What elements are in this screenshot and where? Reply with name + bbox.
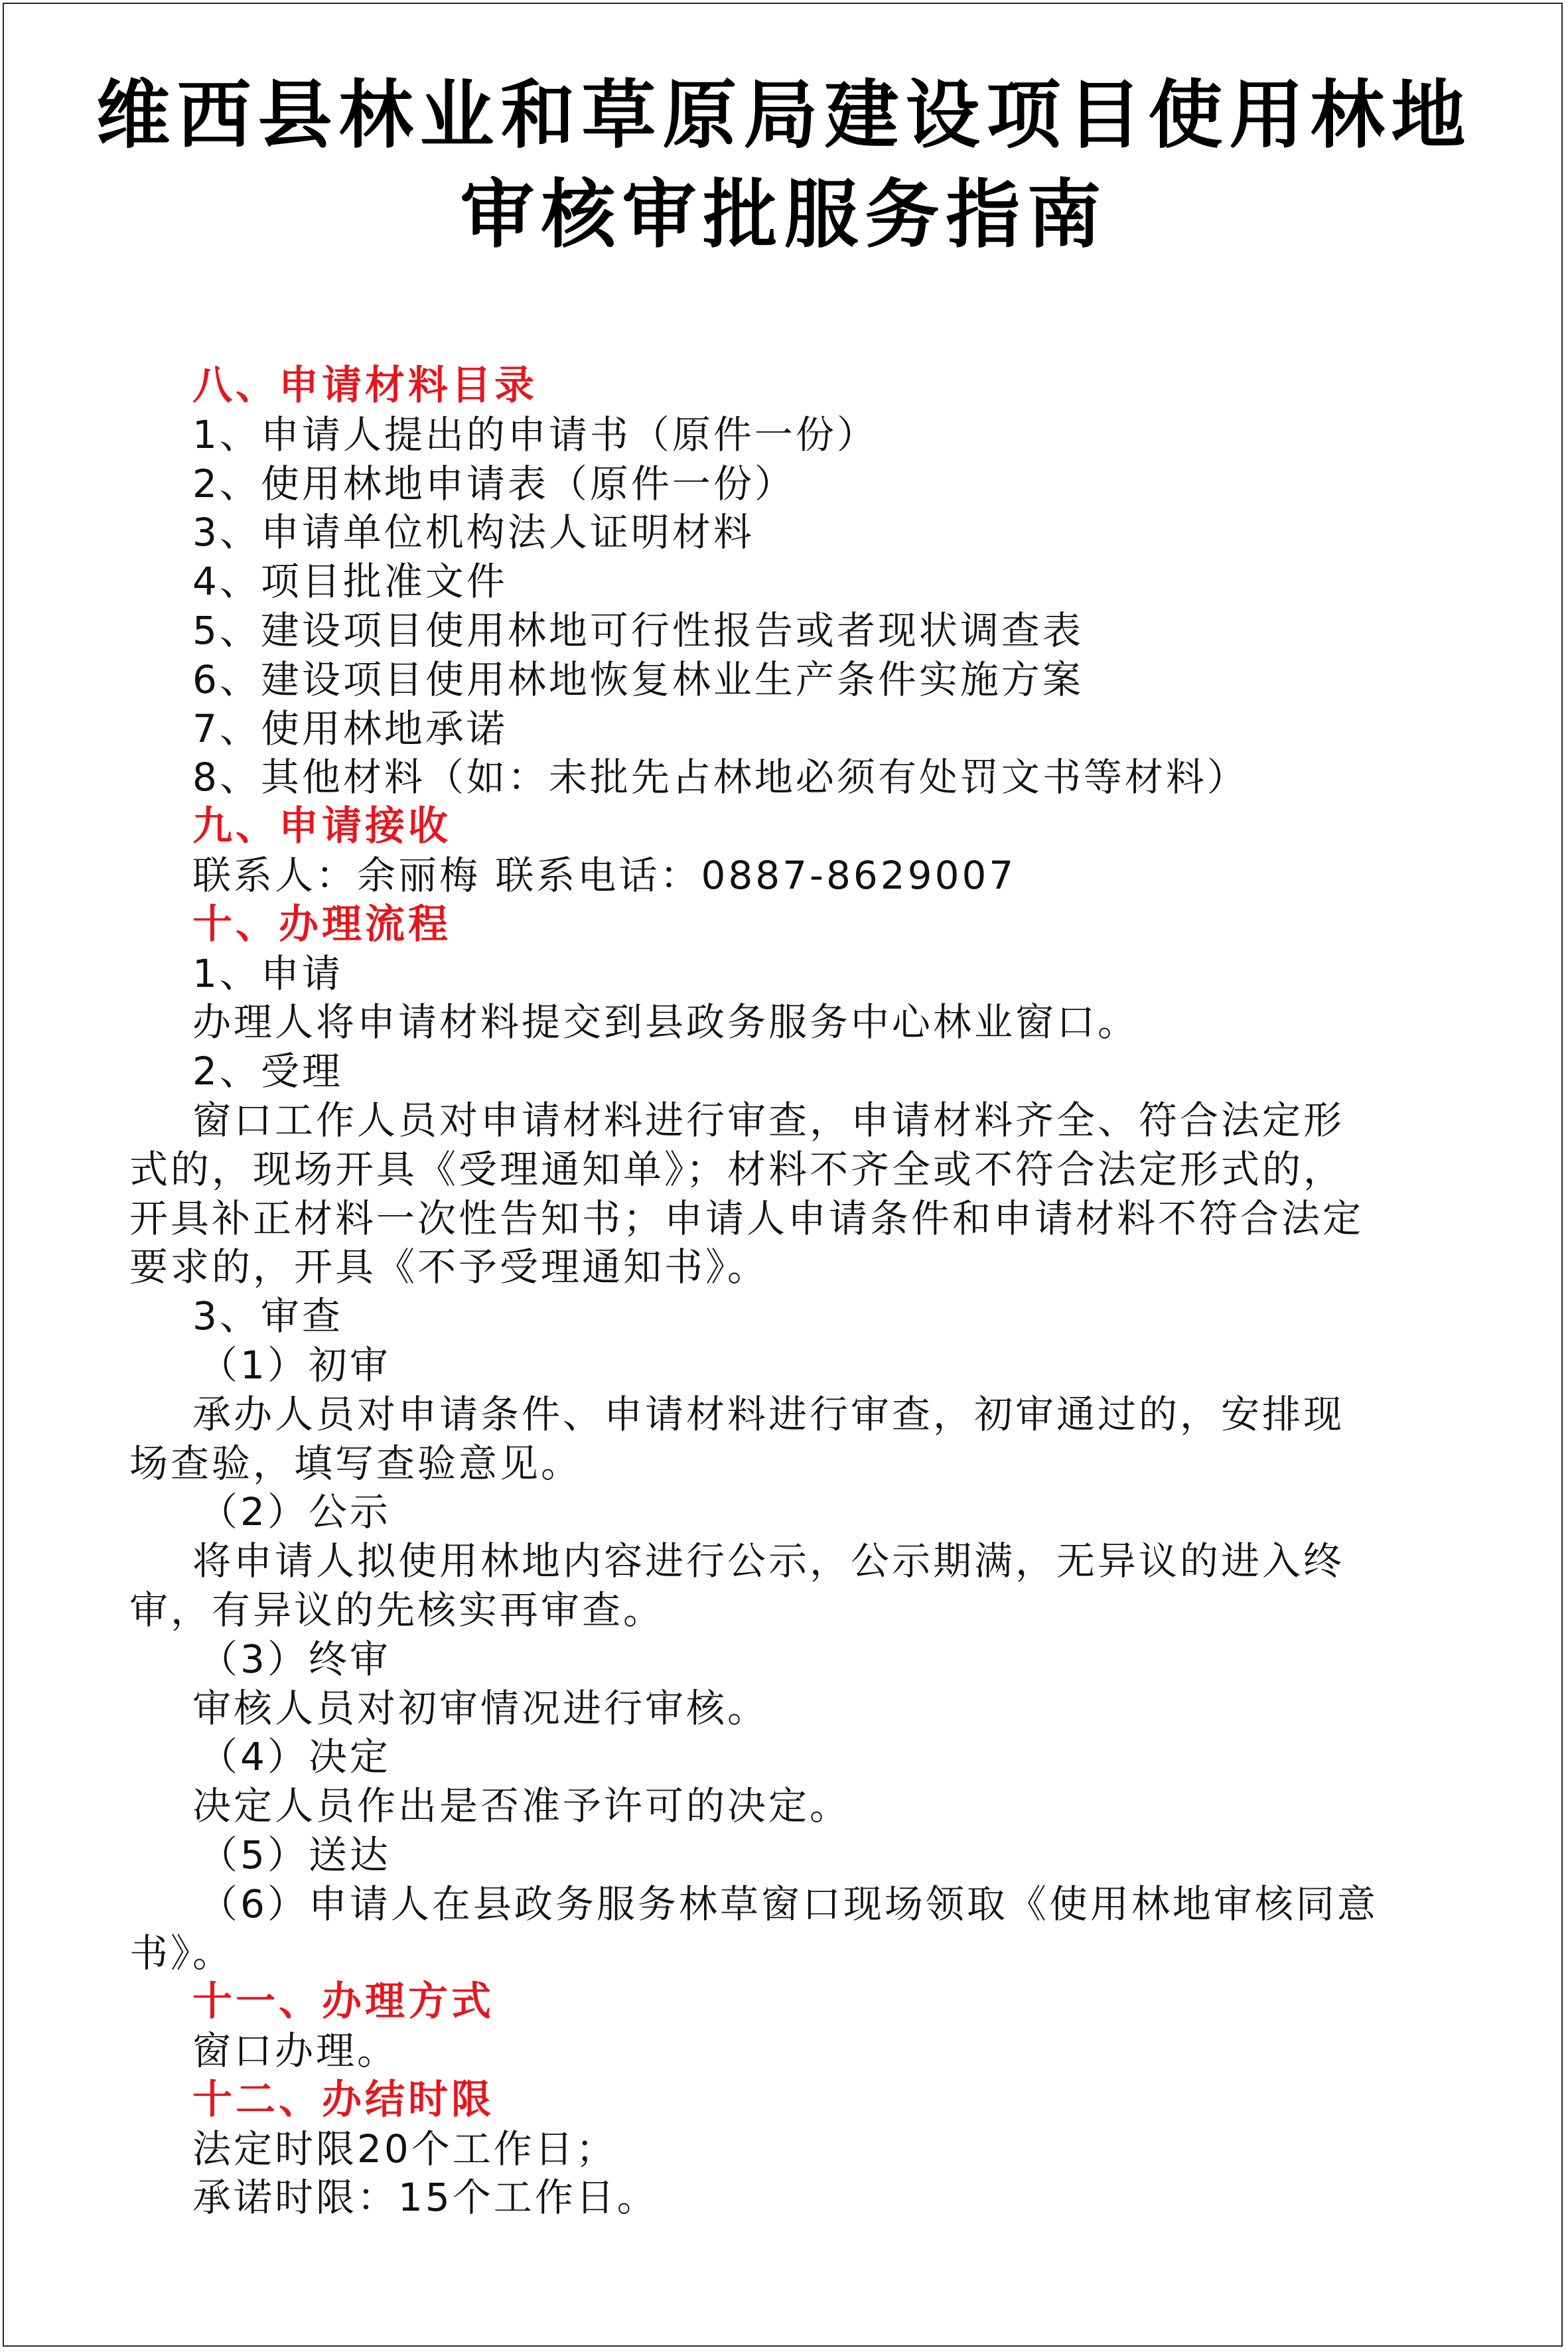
body-text-line (0, 1733, 1568, 1782)
body-text: 场查验，填写查验意见。 (129, 1440, 583, 1486)
body-text: 联系人：余丽梅 联系电话：0887-8629007 (192, 852, 1017, 898)
body-text-line (0, 2125, 1568, 2174)
section-heading-text: 十二、办结时限 (192, 2076, 494, 2123)
body-text-line (0, 1243, 1568, 1292)
body-text-line (0, 1880, 1568, 1929)
body-text: 承办人员对申请条件、申请材料进行审查，初审通过的，安排现 (192, 1391, 1345, 1437)
body-text: 决定人员作出是否准予许可的决定。 (192, 1783, 851, 1829)
body-text-line (0, 656, 1568, 705)
body-text: 8、其他材料（如：未批先占林地必须有处罚文书等材料） (192, 755, 1248, 800)
body-text: 1、申请人提出的申请书（原件一份） (192, 411, 878, 457)
body-text-line (0, 557, 1568, 607)
body-text-line (0, 1929, 1568, 1978)
body-text-line (0, 1684, 1568, 1733)
body-text: （6）申请人在县政务服务林草窗口现场领取《使用林地审核同意 (199, 1881, 1378, 1927)
body-text-line (0, 950, 1568, 999)
section-heading (0, 802, 1568, 851)
body-text: （1）初审 (199, 1342, 391, 1388)
body-text: 承诺时限：15个工作日。 (192, 2175, 658, 2221)
guide-body (0, 362, 1568, 2223)
body-text-line (0, 705, 1568, 754)
body-text-line (0, 460, 1568, 509)
body-text-line (0, 1341, 1568, 1390)
body-text: 6、建设项目使用林地恢复林业生产条件实施方案 (192, 656, 1084, 702)
body-text-line (0, 508, 1568, 557)
section-heading-text: 十、办理流程 (192, 901, 451, 948)
body-text-line (0, 1586, 1568, 1635)
section-heading (0, 362, 1568, 411)
body-text: 书》。 (129, 1930, 234, 1976)
body-text: （4）决定 (199, 1734, 391, 1780)
body-text-line (0, 1537, 1568, 1586)
body-text: 审核人员对初审情况进行审核。 (192, 1685, 769, 1731)
body-text-line (0, 1439, 1568, 1489)
body-text-line (0, 1782, 1568, 1831)
body-text-line (0, 1488, 1568, 1537)
body-text-line (0, 1292, 1568, 1341)
body-text: 3、申请单位机构法人证明材料 (192, 510, 754, 555)
body-text: （3）终审 (199, 1636, 391, 1682)
body-text-line (0, 607, 1568, 656)
body-text-line (0, 1145, 1568, 1195)
body-text-line (0, 851, 1568, 901)
section-heading-text: 十一、办理方式 (192, 1978, 494, 2025)
body-text-line (0, 2027, 1568, 2076)
body-text-line (0, 2173, 1568, 2223)
section-heading-text: 九、申请接收 (192, 803, 451, 850)
section-heading-text: 八、申请材料目录 (192, 362, 537, 409)
document-title-line-2: 审核审批服务指南 (460, 172, 1108, 258)
section-heading (0, 1978, 1568, 2027)
body-text: 7、使用林地承诺 (192, 705, 508, 751)
body-text-line (0, 1047, 1568, 1096)
body-text: （5）送达 (199, 1832, 391, 1877)
body-text: 窗口工作人员对申请材料进行审查，申请材料齐全、符合法定形 (192, 1097, 1345, 1143)
body-text-line (0, 753, 1568, 802)
body-text: 3、审查 (192, 1293, 343, 1339)
document-title-line-1: 维西县林业和草原局建设项目使用林地 (96, 72, 1472, 159)
body-text-line (0, 1096, 1568, 1145)
body-text: 式的，现场开具《受理通知单》；材料不齐全或不符合法定形式的， (129, 1146, 1345, 1192)
body-text-line (0, 411, 1568, 460)
body-text-line (0, 1195, 1568, 1244)
body-text: 开具补正材料一次性告知书；申请人申请条件和申请材料不符合法定 (129, 1195, 1364, 1241)
body-text-line (0, 1390, 1568, 1439)
body-text: 2、使用林地申请表（原件一份） (192, 461, 796, 506)
body-text: 5、建设项目使用林地可行性报告或者现状调查表 (192, 607, 1084, 653)
body-text-line (0, 1635, 1568, 1684)
body-text: 将申请人拟使用林地内容进行公示，公示期满，无异议的进入终 (192, 1538, 1345, 1584)
body-text: 审，有异议的先核实再审查。 (129, 1587, 665, 1633)
body-text-line (0, 998, 1568, 1047)
body-text: （2）公示 (199, 1489, 391, 1535)
body-text: 法定时限20个工作日； (192, 2126, 617, 2171)
body-text: 2、受理 (192, 1049, 343, 1094)
body-text: 要求的，开具《不予受理通知书》。 (129, 1244, 769, 1290)
body-text: 1、申请 (192, 950, 343, 996)
body-text: 办理人将申请材料提交到县政务服务中心林业窗口。 (192, 999, 1139, 1045)
section-heading (0, 901, 1568, 950)
body-text: 4、项目批准文件 (192, 559, 508, 605)
body-text-line (0, 1831, 1568, 1880)
section-heading (0, 2076, 1568, 2125)
body-text: 窗口办理。 (192, 2028, 399, 2074)
